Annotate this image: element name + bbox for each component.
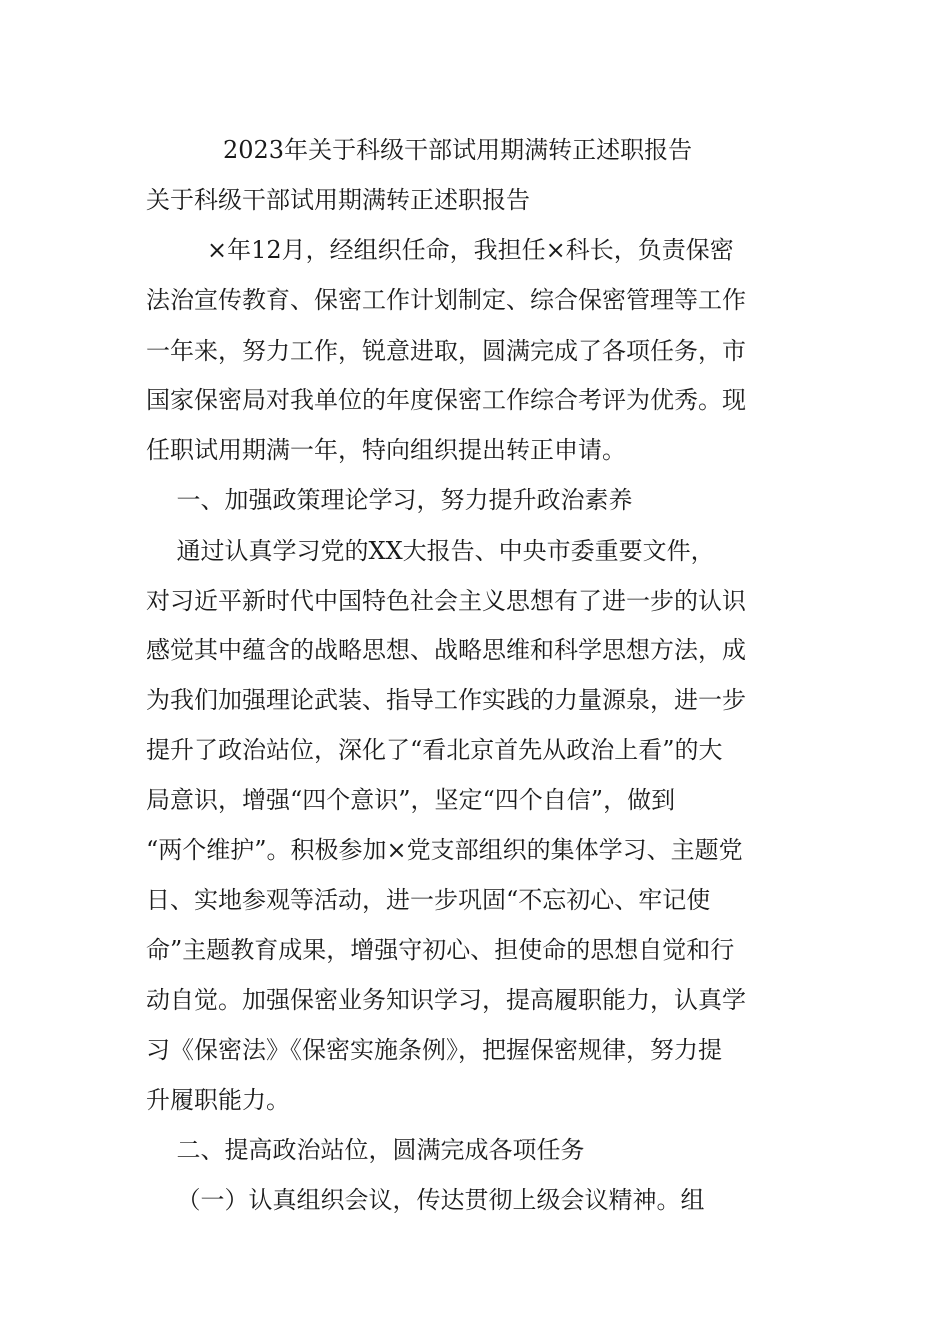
document-subtitle: 关于科级干部试用期满转正述职报告: [146, 186, 530, 214]
section-heading-1: 一、加强政策理论学习，努力提升政治素养: [146, 486, 633, 514]
paragraph-line: 局意识，增强“四个意识”，坚定“四个自信”，做到: [146, 786, 676, 814]
paragraph-line: 任职试用期满一年，特向组织提出转正申请。: [146, 436, 626, 464]
paragraph-line: 命”主题教育成果，增强守初心、担使命的思想自觉和行: [146, 936, 735, 964]
document-title: 2023年关于科级干部试用期满转正述职报告: [223, 136, 693, 164]
paragraph-line: ×年12月，经组织任命，我担任×科长，负责保密: [146, 236, 734, 264]
paragraph-line: 日、实地参观等活动，进一步巩固“不忘初心、牢记使: [146, 886, 711, 914]
paragraph-line: 动自觉。加强保密业务知识学习，提高履职能力，认真学: [146, 986, 746, 1014]
paragraph-line: 法治宣传教育、保密工作计划制定、综合保密管理等工作: [146, 286, 746, 314]
paragraph-line: 对习近平新时代中国特色社会主义思想有了进一步的认识: [146, 587, 746, 615]
paragraph-line: （一）认真组织会议，传达贯彻上级会议精神。组: [146, 1186, 705, 1214]
paragraph-line: 习《保密法》《保密实施条例》，把握保密规律，努力提: [146, 1036, 722, 1064]
paragraph-line: 升履职能力。: [146, 1086, 290, 1114]
paragraph-line: 感觉其中蕴含的战略思想、战略思维和科学思想方法，成: [146, 636, 746, 664]
paragraph-line: 为我们加强理论武装、指导工作实践的力量源泉，进一步: [146, 686, 746, 714]
section-heading-2: 二、提高政治站位，圆满完成各项任务: [146, 1136, 585, 1164]
paragraph-line: 通过认真学习党的XX大报告、中央市委重要文件，: [146, 537, 715, 565]
paragraph-line: 一年来，努力工作，锐意进取，圆满完成了各项任务，市: [146, 337, 746, 365]
paragraph-line: 提升了政治站位，深化了“看北京首先从政治上看”的大: [146, 736, 723, 764]
paragraph-line: 国家保密局对我单位的年度保密工作综合考评为优秀。现: [146, 386, 746, 414]
paragraph-line: “两个维护”。积极参加×党支部组织的集体学习、主题党: [146, 836, 743, 864]
